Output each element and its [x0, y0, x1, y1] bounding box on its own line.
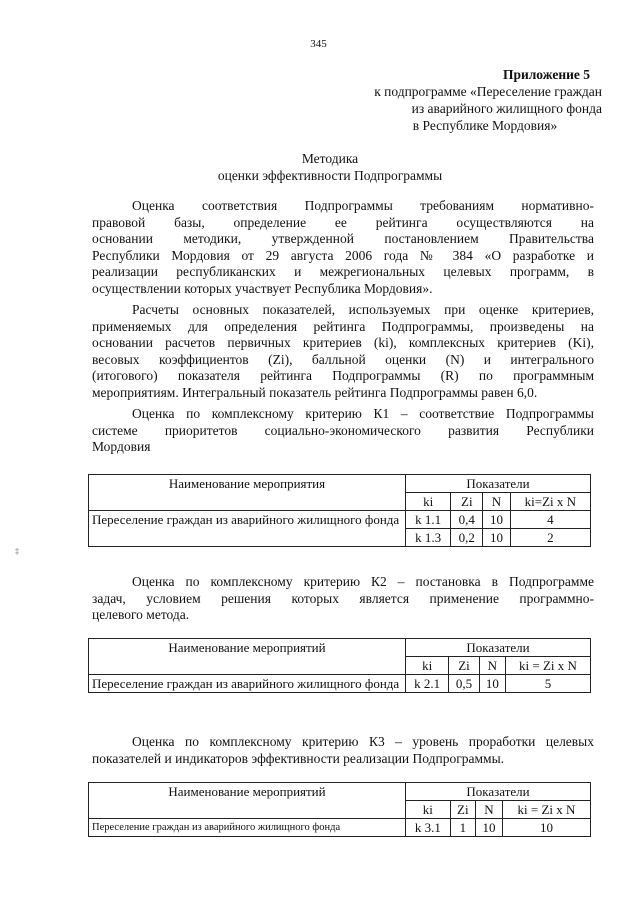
cell-n: 10 [483, 529, 510, 547]
table-header-name: Наименование мероприятий [89, 783, 406, 819]
paragraph-line: Оценка по комплексному критерию К3 – уровень проработки целевых [132, 734, 594, 749]
paragraph-line: (итогового) показателя рейтинга Подпрограммы (R) по программным [92, 368, 594, 383]
k1-paragraph [92, 406, 594, 456]
method-title-line: оценки эффективности Подпрограммы [217, 168, 443, 183]
table-header-group: Показатели [406, 783, 591, 801]
table-header-name: Наименование мероприятия [89, 475, 406, 511]
column-header: N [483, 493, 510, 511]
column-header: ki [406, 493, 451, 511]
annex-line: из аварийного жилищного фонда [411, 101, 602, 116]
paragraph-line: Мордовия [92, 439, 151, 454]
column-header: ki [406, 801, 451, 819]
event-name: Переселение граждан из аварийного жилищного фонда [89, 819, 406, 837]
cell-value: 5 [505, 675, 590, 693]
table-header-group: Показатели [406, 475, 591, 493]
table-header-group: Показатели [406, 639, 591, 657]
column-header: Zi [449, 657, 479, 675]
scan-speck: ‡ [15, 547, 19, 556]
paragraph-line: основании расчетов первичных критериев (ki), комплексных критериев (Ki), [92, 335, 594, 350]
cell-value: 10 [503, 819, 591, 837]
cell-ki: k 3.1 [406, 819, 451, 837]
paragraph-line: целевого метода. [92, 607, 190, 622]
cell-zi: 0,4 [451, 511, 483, 529]
column-header: Zi [450, 801, 475, 819]
paragraph-line: показателей и индикаторов эффективности реализации Подпрограммы. [92, 750, 505, 766]
table-row [89, 675, 591, 693]
column-header: ki = Zi x N [505, 657, 590, 675]
cell-ki: k 1.3 [406, 529, 451, 547]
paragraph-line: Оценка соответствия Подпрограммы требованиям нормативно- [132, 198, 594, 213]
paragraph-line: правовой базы, определение ее рейтинга осуществляются на [92, 214, 594, 230]
intro-paragraph [92, 198, 594, 297]
cell-n: 10 [483, 511, 510, 529]
table-k2 [88, 638, 591, 693]
column-header: ki=Zi x N [510, 493, 590, 511]
paragraph-line: мероприятиям. Интегральный показатель рейтинга Подпрограммы равен 6,0. [92, 384, 538, 400]
k2-paragraph [92, 574, 594, 624]
paragraph-line: Республики Мордовия от 29 августа 2006 года № 384 «О разработке и [92, 247, 594, 263]
table-row [89, 511, 591, 529]
paragraph-line: осуществлении которых участвует Республика Мордовия». [92, 280, 433, 296]
paragraph-line: основании методики, утвержденной постановлением Правительства [92, 231, 594, 246]
annex-line: в Республике Мордовия» [412, 118, 558, 133]
cell-value: 2 [510, 529, 590, 547]
annex-header [330, 66, 602, 134]
paragraph-line: весовых коэффициентов (Zi), балльной оценки (N) и интегрального [92, 351, 594, 367]
cell-ki: k 1.1 [406, 511, 451, 529]
paragraph-line: реализации республиканских и межрегиональных целевых программ, в [92, 264, 594, 279]
paragraph-line: Оценка по комплексному критерию К2 – постановка в Подпрограмме [132, 574, 594, 589]
annex-title: Приложение 5 [502, 67, 590, 82]
page-number: 345 [310, 38, 327, 50]
event-name: Переселение граждан из аварийного жилищного фонда [89, 675, 406, 693]
calc-paragraph [92, 302, 594, 401]
cell-n: 10 [475, 819, 502, 837]
table-k1 [88, 474, 591, 547]
paragraph-line: применяемых для определения рейтинга Подпрограммы, произведены на [92, 318, 594, 334]
column-header: Zi [451, 493, 483, 511]
column-header: N [475, 801, 502, 819]
table-k3 [88, 782, 591, 837]
annex-line: к подпрограмме «Переселение граждан [374, 84, 602, 99]
paragraph-line: задач, условием решения которых является применение программно- [92, 590, 594, 606]
column-header: ki [406, 657, 449, 675]
method-title-line: Методика [301, 151, 359, 166]
cell-zi: 1 [450, 819, 475, 837]
table-header-name: Наименование мероприятий [89, 639, 406, 675]
paragraph-line: Расчеты основных показателей, используемых при оценке критериев, [132, 302, 594, 317]
cell-ki: k 2.1 [406, 675, 449, 693]
cell-zi: 0,5 [449, 675, 479, 693]
event-name: Переселение граждан из аварийного жилищного фонда [89, 511, 406, 547]
column-header: N [479, 657, 505, 675]
k3-paragraph [92, 734, 594, 767]
paragraph-line: Оценка по комплексному критерию К1 – соответствие Подпрограммы [132, 406, 594, 421]
column-header: ki = Zi x N [503, 801, 591, 819]
cell-zi: 0,2 [451, 529, 483, 547]
paragraph-line: системе приоритетов социально-экономического развития Республики [92, 422, 594, 438]
method-title [180, 150, 480, 184]
cell-n: 10 [479, 675, 505, 693]
cell-value: 4 [510, 511, 590, 529]
table-row [89, 819, 591, 837]
